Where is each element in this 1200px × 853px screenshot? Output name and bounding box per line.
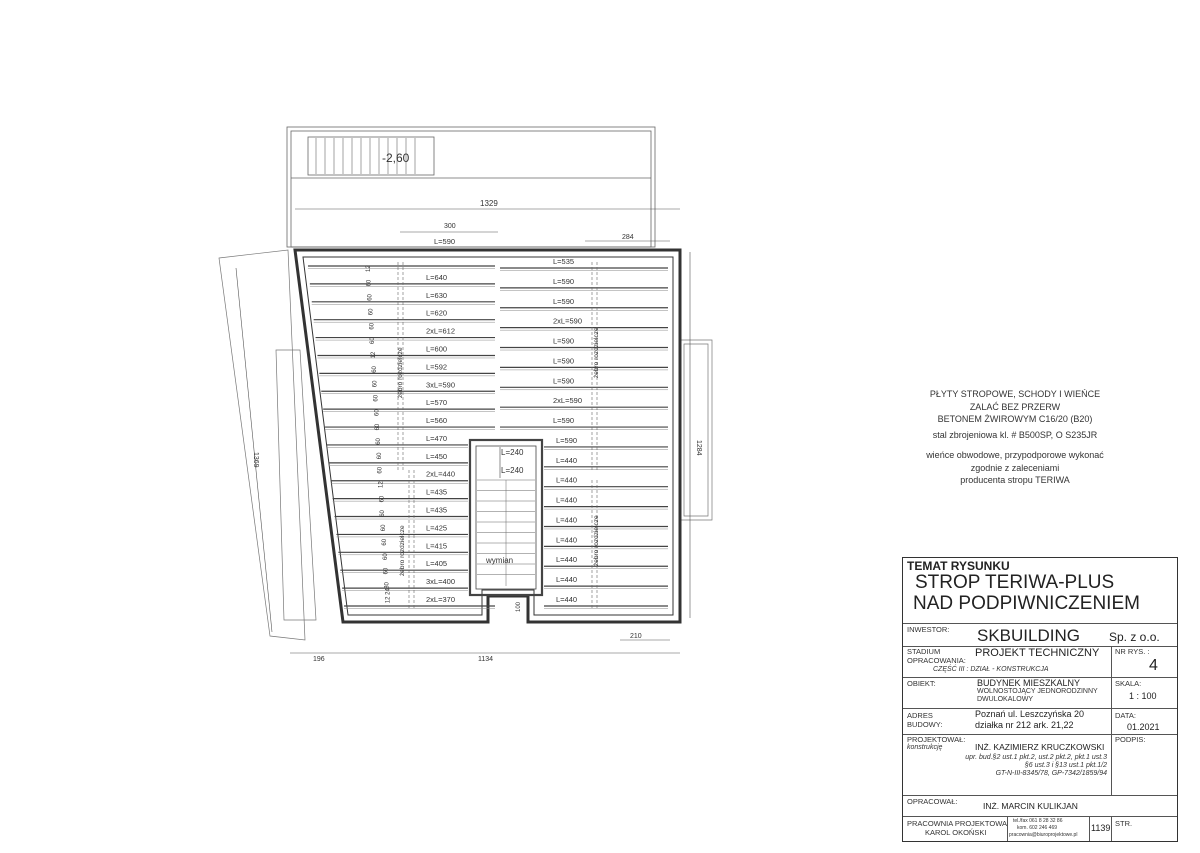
designer-sub: konstrukcję — [907, 744, 943, 751]
slab-length-label: 2xL=370 — [426, 595, 455, 604]
dim-top-left: 300 — [444, 223, 456, 230]
slab-length-label: L=600 — [426, 344, 448, 354]
investor-name: SKBUILDING — [977, 626, 1080, 645]
side-number: 60 — [367, 294, 374, 301]
slab-length-label: L=435 — [426, 487, 448, 497]
slab-length-label: L=415 — [426, 541, 448, 551]
slab-length-label: L=440 — [556, 455, 578, 465]
side-number: 60 — [369, 322, 376, 330]
side-number: 60 — [377, 466, 384, 474]
side-number: 60 — [368, 308, 375, 316]
investor-suffix: Sp. z o.o. — [1109, 630, 1160, 644]
side-number: 60 — [376, 438, 383, 445]
signature-label: PODPIS: — [1115, 735, 1146, 744]
dim-bottom-left: 196 — [313, 656, 325, 663]
slab-length-label: L=440 — [556, 575, 578, 585]
slab-length-label: L=440 — [556, 535, 578, 545]
side-number: 60 — [376, 452, 383, 460]
side-number: 60 — [374, 409, 381, 416]
side-number: 12 — [378, 481, 385, 488]
title-block — [902, 557, 1178, 842]
slab-length-label: L=440 — [556, 495, 578, 505]
dim-bottom-right: 210 — [630, 633, 642, 640]
slab-length-label: L=590 — [553, 296, 575, 306]
dim-right-height: 1284 — [695, 440, 702, 456]
slab-length-label: L=620 — [426, 308, 448, 318]
slab-length-label: L=590 — [553, 356, 575, 366]
side-number: 60 — [366, 279, 373, 287]
object-label: OBIEKT: — [907, 679, 936, 688]
object-line-2: WOLNOSTOJĄCY JEDNORODZINNY — [977, 688, 1098, 695]
designer-name: INŻ. KAZIMIERZ KRUCZKOWSKI — [975, 742, 1105, 752]
office-contact-1: tel./fax 061 8 28 32 86 — [1013, 818, 1063, 824]
side-number: 60 — [381, 524, 388, 532]
temat-label: TEMAT RYSUNKU — [907, 559, 1010, 573]
office-line-2: KAROL OKOŃSKI — [925, 828, 987, 837]
office-line-1: PRACOWNIA PROJEKTOWA — [907, 819, 1008, 828]
license-line-1: upr. bud.§2 ust.1 pkt.2, ust.2 pkt.2, pkt.1 ust.3 — [965, 754, 1107, 761]
slab-length-label: L=590 — [553, 416, 575, 426]
page-label: STR. — [1115, 819, 1133, 828]
address-label-2: BUDOWY: — [907, 720, 943, 729]
title-line-2: NAD PODPIWNICZENIEM — [913, 593, 1140, 614]
slab-length-label: 2xL=590 — [553, 316, 582, 326]
slab-length-label: L=570 — [426, 398, 448, 408]
slab-length-label: L=440 — [556, 555, 578, 565]
side-number: 60 — [383, 567, 390, 575]
scale-value: 1 : 100 — [1129, 691, 1157, 701]
construction-notes — [905, 388, 1125, 487]
slab-length-label: L=590 — [556, 435, 578, 445]
slab-length-label: 2xL=440 — [426, 469, 455, 479]
side-number: 60 — [380, 510, 387, 517]
side-number: 60 — [381, 538, 388, 546]
slab-length-label: L=425 — [426, 523, 448, 533]
slab-length-label: 2xL=612 — [426, 326, 455, 336]
slab-length-label: L=405 — [426, 559, 448, 569]
side-number: 60 — [382, 553, 389, 560]
slab-length-label: L=590 — [553, 376, 575, 386]
side-number: 60 — [371, 366, 378, 373]
opening-label: wymian — [486, 556, 514, 565]
side-number: 60 — [375, 423, 382, 431]
rib-label-right-bottom: żebro rozdzielcze — [593, 515, 600, 566]
terrace-outline — [287, 127, 655, 247]
drawing-number: 4 — [1149, 657, 1158, 674]
side-number: 12 — [370, 351, 377, 359]
slab-length-label: L=470 — [426, 433, 448, 443]
dim-top-right: 284 — [622, 234, 634, 241]
stair-steps — [477, 480, 535, 586]
address-line-1: Poznań ul. Leszczyńska 20 — [975, 709, 1085, 719]
side-number: 60 — [379, 495, 386, 503]
slab-length-label: L=590 — [553, 336, 575, 346]
date-label: DATA: — [1115, 711, 1136, 720]
prepared-name: INŻ. MARCIN KULIKJAN — [983, 801, 1078, 811]
slab-length-label: L=560 — [426, 416, 448, 426]
side-number: 12 — [365, 265, 372, 272]
address-line-2: działka nr 212 ark. 21,22 — [975, 720, 1074, 730]
scale-label: SKALA: — [1115, 679, 1142, 688]
slab-length-label: 2xL=590 — [553, 396, 582, 406]
slab-length-label: L=435 — [426, 505, 448, 515]
stadium-value: PROJEKT TECHNICZNY — [975, 647, 1100, 659]
slab-length-label: 3xL=400 — [426, 577, 455, 587]
object-line-3: DWULOKALOWY — [977, 696, 1034, 703]
stamp-number: 1139 — [1091, 823, 1111, 833]
side-number: 60 — [373, 394, 380, 402]
slab-length-label: L=440 — [556, 515, 578, 525]
note-line: stal zbrojeniowa kl. # B500SP, O S235JR — [932, 429, 1098, 440]
date-value: 01.2021 — [1127, 722, 1160, 732]
slab-length-label: L=535 — [553, 257, 575, 266]
dim-notch: 100 — [516, 601, 522, 612]
note-line: BETONEM ŻWIROWYM C16/20 (B20) — [937, 414, 1093, 424]
rib-label-left-bottom: żebro rozdzielcze — [399, 525, 406, 576]
slab-length-label: L=640 — [426, 272, 448, 282]
note-line: wieńce obwodowe, przypodporowe wykonać — [926, 450, 1104, 460]
prepared-label: OPRACOWAŁ: — [907, 797, 958, 806]
office-contact-3: pracownia@biuroprojektowe.pl — [1009, 832, 1078, 838]
slab-length-label: L=630 — [426, 290, 448, 300]
stadium-label: STADIUM — [907, 647, 941, 656]
dim-bottom-overall: 1134 — [478, 656, 494, 663]
slab-length-label: 3xL=590 — [426, 380, 455, 390]
dim-top-overall: 1329 — [480, 199, 498, 208]
rib-label-left-top: żebro rozdzielcze — [397, 347, 404, 398]
note-line: producenta stropu TERIWA — [960, 475, 1070, 485]
object-line-1: BUDYNEK MIESZKALNY — [977, 678, 1081, 688]
slab-length-label: L=440 — [556, 475, 578, 485]
stadium-sub: CZĘŚĆ III : DZIAŁ - KONSTRUKCJA — [933, 666, 1049, 673]
dim-left-height: 1369 — [252, 452, 259, 468]
license-line-3: GT-N-III-8345/78, GP-7342/1859/94 — [995, 770, 1107, 777]
title-line-1: STROP TERIWA-PLUS — [915, 572, 1115, 593]
side-number: 80 — [384, 582, 391, 589]
slab-length-label: L=590 — [553, 276, 575, 286]
side-number: 12 24 — [385, 588, 392, 604]
stair-slab-2: L=240 — [501, 466, 524, 475]
note-line: PŁYTY STROPOWE, SCHODY I WIEŃCE — [929, 389, 1101, 399]
investor-label: INWESTOR: — [907, 625, 950, 634]
designer-label: PROJEKTOWAŁ: — [907, 735, 966, 744]
right-joists — [500, 257, 668, 609]
level-marker: -2,60 — [382, 151, 410, 165]
address-label: ADRES — [907, 711, 933, 720]
slab-length-label: L=450 — [426, 451, 448, 461]
stair-slab-1: L=240 — [501, 448, 524, 457]
stadium-label-2: OPRACOWANIA: — [907, 656, 966, 665]
slab-length-label: L=590 — [434, 237, 456, 246]
slab-length-label: L=440 — [556, 595, 578, 604]
license-line-2: §6 ust.3 i §13 ust.1 pkt.1/2 — [1024, 762, 1107, 769]
note-line: ZALAĆ BEZ PRZERW — [969, 401, 1061, 412]
office-contact-2: kom. 602 246 469 — [1017, 825, 1058, 831]
note-line: zgodnie z zaleceniami — [970, 462, 1060, 473]
side-number: 60 — [370, 337, 377, 344]
rib-label-right-top: żebro rozdzielcze — [593, 327, 600, 378]
slab-length-label: L=592 — [426, 362, 448, 372]
drawing-number-label: NR RYS. : — [1115, 647, 1150, 656]
side-number: 60 — [372, 380, 379, 388]
